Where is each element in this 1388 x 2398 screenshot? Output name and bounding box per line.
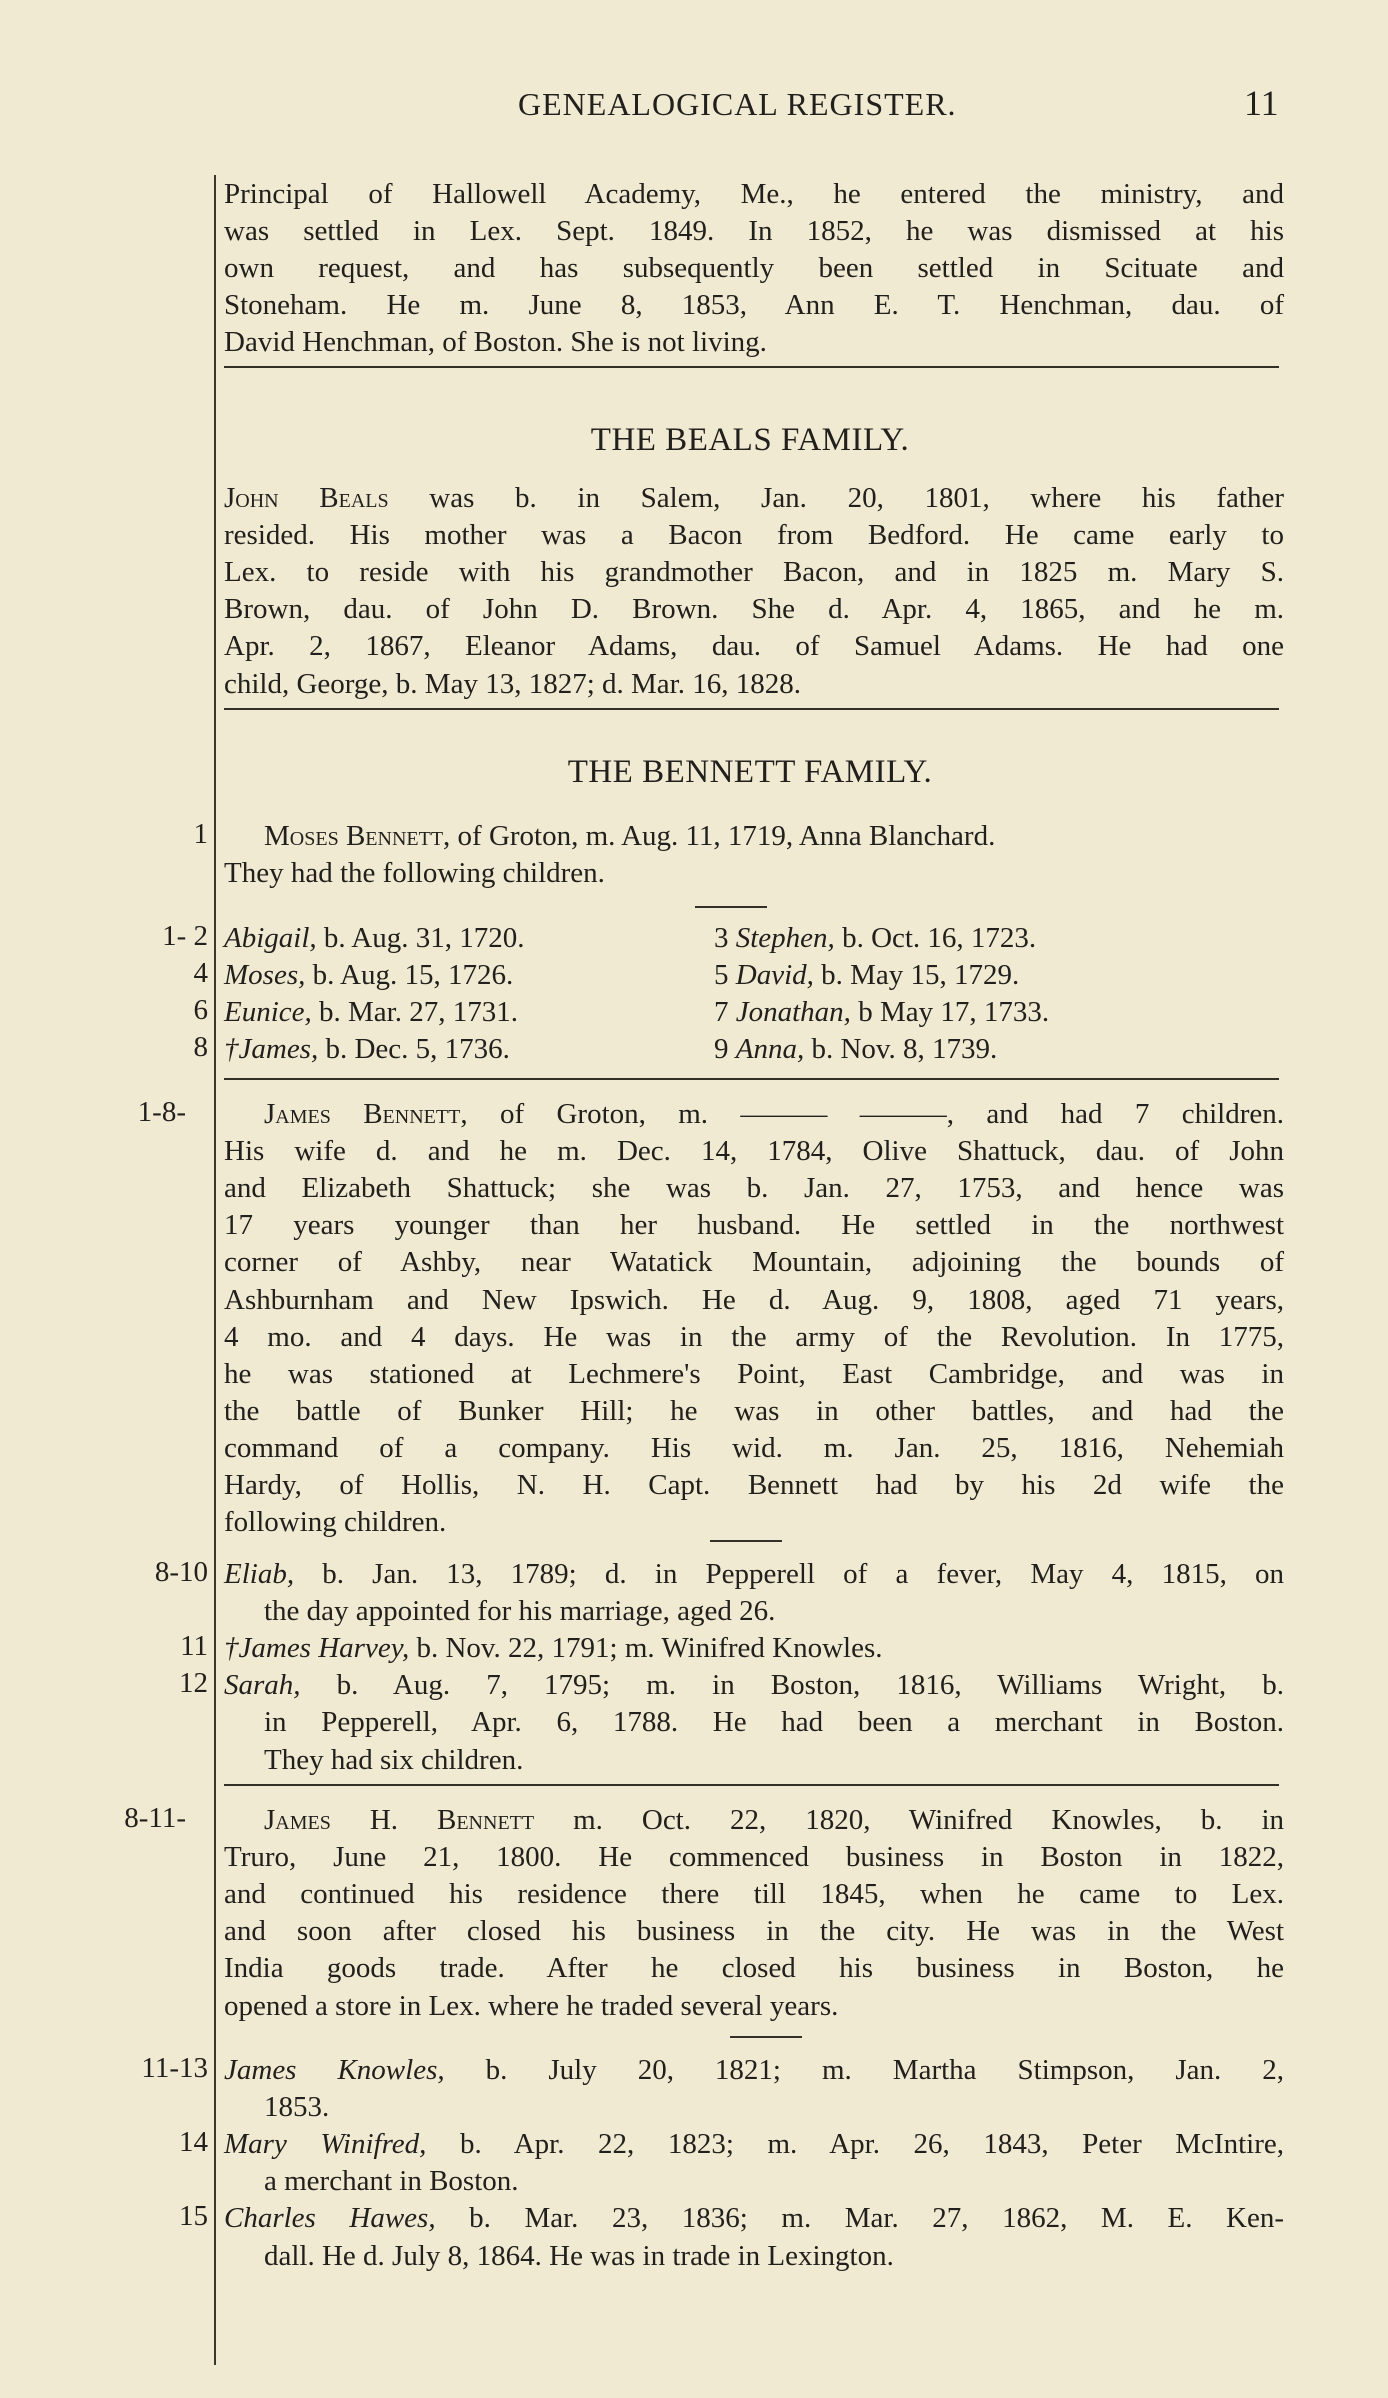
margin-number: 12 [179,1667,208,1699]
text-line: he was stationed at Lechmere's Point, East Cambridge, and was in [224,1357,1284,1390]
text-line: was settled in Lex. Sept. 1849. In 1852, he was dismissed at his [224,215,1284,248]
beals-paragraph [224,480,1284,703]
beals-family-heading: THE BEALS FAMILY. [590,422,910,458]
person-name: John Beals [224,482,389,514]
text-line: James H. Bennett m. Oct. 22, 1820, Winifred Knowles, b. in [264,1804,1284,1836]
margin-number: 8-11- [124,1802,186,1834]
text-line: and continued his residence there till 1845, when he came to Lex. [224,1878,1284,1911]
list-item: James Knowles, b. July 20, 1821; m. Martha Stimpson, Jan. 2, [224,2054,1284,2086]
text-line: His wife d. and he m. Dec. 14, 1784, Olive Shattuck, dau. of John [224,1135,1284,1168]
margin-number: 15 [179,2200,208,2232]
list-item: †James Harvey, b. Nov. 22, 1791; m. Winifred Knowles. [224,1632,883,1665]
person-name: James Bennett, [264,1098,468,1130]
text-line: Truro, June 21, 1800. He commenced business in Boston in 1822, [224,1841,1284,1874]
moses-paragraph [224,818,1284,892]
list-item: Abigail, b. Aug. 31, 1720. 3 Stephen, b. Oct. 16, 1723. [224,922,1037,954]
short-rule [710,1540,782,1542]
margin-number: 11 [180,1630,208,1662]
list-item: Sarah, b. Aug. 7, 1795; m. in Boston, 1816, Williams Wright, b. [224,1669,1284,1702]
text-line: 1853. [264,2091,330,2124]
text-line: resided. His mother was a Bacon from Bedford. He came early to [224,519,1284,552]
text-line: Brown, dau. of John D. Brown. She d. Apr. 4, 1865, and he m. [224,593,1284,626]
running-header [0,83,1388,136]
margin-number: 14 [179,2126,208,2158]
james-h-children-list [224,2052,1284,2275]
text-line: child, George, b. May 13, 1827; d. Mar. 16, 1828. [224,667,801,700]
text-line: the day appointed for his marriage, aged 26. [264,1595,776,1628]
james-paragraph [224,1096,1284,1541]
margin-rule [214,175,216,2365]
text-line: and Elizabeth Shattuck; she was b. Jan. 27, 1753, and hence was [224,1172,1284,1205]
james-h-paragraph [224,1802,1284,2025]
short-rule [695,906,767,908]
text-line: a merchant in Boston. [264,2165,519,2198]
margin-number: 1 [193,818,208,850]
text-line: They had six children. [264,1743,524,1776]
section-rule [224,1784,1279,1786]
person-name: Moses Bennett, [264,820,451,852]
text-line: Apr. 2, 1867, Eleanor Adams, dau. of Samuel Adams. He had one [224,630,1284,663]
text-line: They had the following children. [224,857,605,890]
list-item: Moses, b. Aug. 15, 1726. 5 David, b. May 15, 1729. [224,959,1020,991]
list-item: Eliab, b. Jan. 13, 1789; d. in Pepperell of a fever, May 4, 1815, on [224,1558,1284,1590]
margin-number: 1- 2 [162,920,208,952]
text-line: Stoneham. He m. June 8, 1853, Ann E. T. Henchman, dau. of [224,289,1284,322]
page-number: 11 [1244,83,1279,123]
james-children-list [224,1556,1284,1779]
short-rule [730,2036,802,2038]
intro-paragraph [224,176,1284,362]
margin-number: 8 [193,1031,208,1063]
text-line: Hardy, of Hollis, N. H. Capt. Bennett had by his 2d wife the [224,1469,1284,1502]
text-line: and soon after closed his business in the city. He was in the West [224,1915,1284,1948]
text-line: following children. [224,1506,447,1539]
text-line: Ashburnham and New Ipswich. He d. Aug. 9, 1808, aged 71 years, [224,1283,1284,1316]
section-rule [224,366,1279,368]
children-list [224,920,1284,1068]
section-rule [224,1078,1279,1080]
list-item: †James, b. Dec. 5, 1736. 9 Anna, b. Nov. 8, 1739. [224,1033,998,1065]
person-name: James H. Bennett [264,1804,535,1836]
text-line: own request, and has subsequently been settled in Scituate and [224,252,1284,285]
text-line: command of a company. His wid. m. Jan. 25, 1816, Nehemiah [224,1431,1284,1464]
running-title: GENEALOGICAL REGISTER. [518,86,957,122]
list-item: Mary Winifred, b. Apr. 22, 1823; m. Apr. 26, 1843, Peter McIntire, [224,2128,1284,2161]
text-line: James Bennett, of Groton, m. ——— ———, and had 7 children. [264,1098,1284,1130]
text-line: opened a store in Lex. where he traded several years. [224,1989,839,2022]
text-line: John Beals was b. in Salem, Jan. 20, 1801, where his father [224,482,1284,514]
text-line: David Henchman, of Boston. She is not living. [224,326,767,359]
margin-number: 1-8- [137,1096,186,1128]
margin-number: 4 [193,957,208,989]
text-line: 4 mo. and 4 days. He was in the army of the Revolution. In 1775, [224,1320,1284,1353]
margin-number: 11-13 [141,2052,208,2084]
text-line: 17 years younger than her husband. He settled in the northwest [224,1209,1284,1242]
list-item: Eunice, b. Mar. 27, 1731. 7 Jonathan, b May 17, 1733. [224,996,1050,1028]
section-rule [224,708,1279,710]
text-line: India goods trade. After he closed his business in Boston, he [224,1952,1284,1985]
bennett-family-heading: THE BENNETT FAMILY. [567,754,933,790]
text-line: Lex. to reside with his grandmother Bacon, and in 1825 m. Mary S. [224,556,1284,589]
margin-number: 8-10 [154,1556,208,1588]
list-item: Charles Hawes, b. Mar. 23, 1836; m. Mar. 27, 1862, M. E. Ken- [224,2202,1284,2235]
text-line: Principal of Hallowell Academy, Me., he entered the ministry, and [224,178,1284,210]
text-line: the battle of Bunker Hill; he was in other battles, and had the [224,1394,1284,1427]
text-line: dall. He d. July 8, 1864. He was in trade in Lexington. [264,2239,894,2272]
margin-number: 6 [193,994,208,1026]
text-line: in Pepperell, Apr. 6, 1788. He had been a merchant in Boston. [264,1706,1284,1739]
text-line: Moses Bennett, of Groton, m. Aug. 11, 1719, Anna Blanchard. [264,820,996,852]
text-line: corner of Ashby, near Watatick Mountain, adjoining the bounds of [224,1246,1284,1279]
